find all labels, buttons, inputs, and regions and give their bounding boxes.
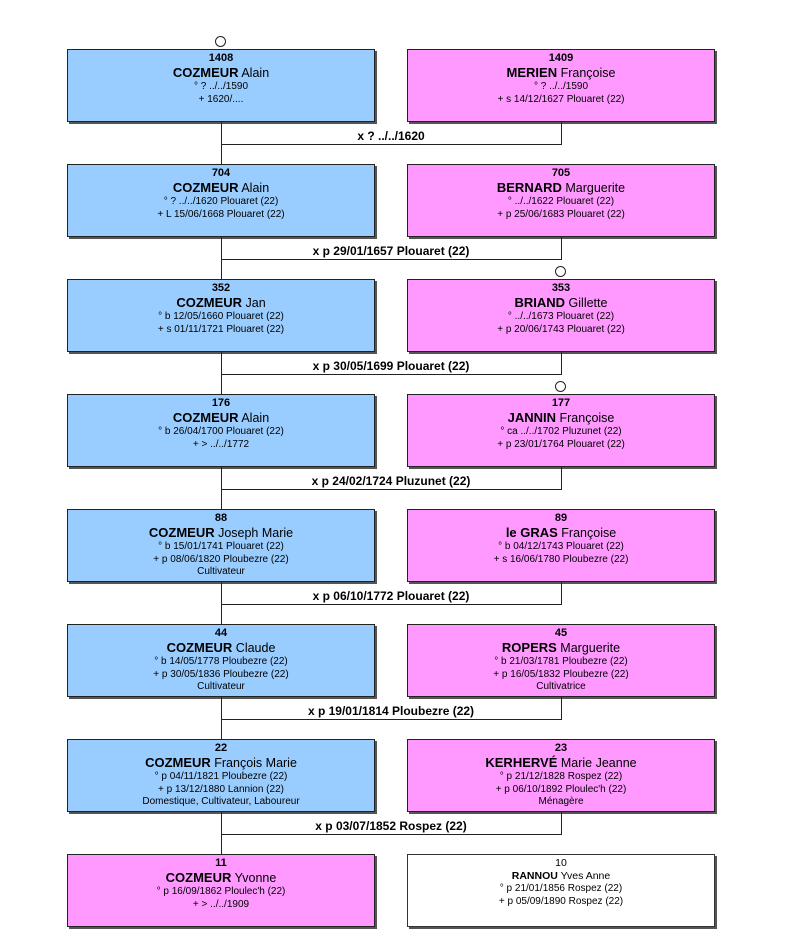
person-given-names: Marie Jeanne [557,756,637,770]
marriage-line [221,144,562,145]
person-given-names: François Marie [210,756,297,770]
person-detail-line: + p 25/06/1683 Plouaret (22) [497,208,625,220]
person-detail-line: + p 20/06/1743 Plouaret (22) [497,323,625,335]
sosa-number: 176 [211,397,231,409]
person-surname: BERNARD [496,180,562,195]
person-box-22[interactable] [67,739,375,812]
person-detail-line: + p 30/05/1836 Ploubezre (22) [153,668,289,680]
person-surname: RANNOU [511,870,558,882]
sosa-number: 44 [214,627,228,639]
person-name [408,180,714,196]
person-box-704[interactable] [67,164,375,237]
marriage-line [221,374,562,375]
person-detail-line: + > ../../1772 [192,438,250,450]
person-given-names: Françoise [556,411,615,425]
person-detail-line: + s 01/11/1721 Plouaret (22) [157,323,285,335]
person-detail-line: ° b 12/05/1660 Plouaret (22) [158,311,284,322]
marriage-label: x ? ../../1620 [357,129,425,143]
person-surname: COZMEUR [172,65,239,80]
marriage-label: x p 03/07/1852 Rospez (22) [315,819,467,833]
person-name [68,180,374,196]
person-name [68,295,374,311]
person-surname: COZMEUR [165,870,232,885]
marriage-label: x p 29/01/1657 Plouaret (22) [312,244,470,258]
sosa-number: 88 [214,512,228,524]
person-given-names: Françoise [557,66,616,80]
sosa-number: 10 [555,857,567,869]
person-given-names: Jan [242,296,266,310]
sosa-number: 177 [551,397,571,409]
connector-line [561,697,562,719]
person-detail-line: ° b 26/04/1700 Plouaret (22) [158,426,284,437]
person-detail-line: ° b 15/01/1741 Plouaret (22) [158,541,284,552]
sosa-number: 22 [214,742,228,754]
person-name [408,525,714,541]
person-box-45[interactable] [407,624,715,697]
person-detail-line: ° p 16/09/1862 Ploulec'h (22) [156,886,286,897]
person-detail-line: Cultivateur [197,681,245,692]
marriage-line [221,489,562,490]
sosa-number: 23 [554,742,568,754]
connector-line [561,582,562,604]
person-detail-line: ° b 14/05/1778 Ploubezre (22) [154,656,288,667]
person-detail-line: + > ../../1909 [192,898,250,910]
person-name [408,640,714,656]
connector-line [561,237,562,259]
person-detail-line: + p 05/09/1890 Rospez (22) [498,895,624,907]
person-given-names: Joseph Marie [214,526,294,540]
person-name [68,755,374,771]
person-name [408,295,714,311]
person-given-names: Alain [238,411,270,425]
marriage-line [221,604,562,605]
person-detail-line: + s 16/06/1780 Ploubezre (22) [493,553,629,565]
person-name [68,65,374,81]
person-name [408,65,714,81]
person-detail-line: ° ../../1622 Plouaret (22) [507,196,615,207]
person-detail-line: Cultivatrice [536,681,586,692]
marriage-label: x p 19/01/1814 Ploubezre (22) [307,704,475,718]
person-box-176[interactable] [67,394,375,467]
person-box-1409[interactable] [407,49,715,122]
implex-circle-icon [555,381,566,392]
person-box-89[interactable] [407,509,715,582]
person-detail-line: ° ? ../../1590 [193,81,249,92]
person-surname: ROPERS [501,640,557,655]
person-name [68,410,374,426]
connector-line [561,467,562,489]
person-detail-line: + s 14/12/1627 Plouaret (22) [497,93,625,105]
person-box-11[interactable] [67,854,375,927]
person-detail-line: ° p 21/12/1828 Rospez (22) [499,771,623,782]
person-name [68,640,374,656]
person-surname: COZMEUR [172,410,239,425]
sosa-number: 353 [551,282,571,294]
sosa-number: 89 [554,512,568,524]
person-detail-line: Cultivateur [197,566,245,577]
sosa-number: 704 [211,167,231,179]
person-name [68,525,374,541]
implex-circle-icon [555,266,566,277]
sosa-number: 352 [211,282,231,294]
person-given-names: Gillette [565,296,608,310]
person-surname: JANNIN [507,410,557,425]
person-detail-line: ° ? ../../1620 Plouaret (22) [163,196,279,207]
person-given-names: Alain [238,181,270,195]
person-surname: KERHERVÉ [485,755,558,770]
connector-line [561,812,562,834]
person-detail-line: + p 06/10/1892 Ploulec'h (22) [495,783,627,795]
person-box-1408[interactable] [67,49,375,122]
person-surname: COZMEUR [166,640,233,655]
marriage-line [221,834,562,835]
person-detail-line: + p 08/06/1820 Ploubezre (22) [153,553,289,565]
person-detail-line: ° p 04/11/1821 Ploubezre (22) [154,771,288,782]
person-detail-line: + p 23/01/1764 Plouaret (22) [497,438,625,450]
person-surname: le GRAS [505,525,558,540]
person-box-353[interactable] [407,279,715,352]
person-name [408,410,714,426]
person-surname: MERIEN [506,65,558,80]
connector-line [561,352,562,374]
person-detail-line: ° ? ../../1590 [533,81,589,92]
person-detail-line: + p 13/12/1880 Lannion (22) [158,783,284,795]
person-surname: BRIAND [514,295,566,310]
person-surname: COZMEUR [176,295,243,310]
person-box-23[interactable] [407,739,715,812]
person-detail-line: + L 15/06/1668 Plouaret (22) [157,208,285,220]
person-detail-line: ° b 21/03/1781 Ploubezre (22) [494,656,628,667]
marriage-label: x p 24/02/1724 Pluzunet (22) [311,474,471,488]
person-box-10[interactable] [407,854,715,927]
person-box-88[interactable] [67,509,375,582]
person-detail-line: Domestique, Cultivateur, Laboureur [142,796,300,807]
person-given-names: Marguerite [561,181,626,195]
person-box-177[interactable] [407,394,715,467]
sosa-number: 1409 [548,52,574,64]
person-given-names: Françoise [557,526,617,540]
implex-circle-icon [215,36,226,47]
sosa-number: 1408 [208,52,234,64]
person-name [408,755,714,771]
person-given-names: Yves Anne [557,870,611,882]
person-detail-line: ° ca ../../1702 Pluzunet (22) [500,426,622,437]
marriage-line [221,719,562,720]
person-surname: COZMEUR [145,755,211,770]
person-detail-line: ° b 04/12/1743 Plouaret (22) [498,541,624,552]
marriage-label: x p 30/05/1699 Plouaret (22) [312,359,470,373]
person-box-44[interactable] [67,624,375,697]
person-given-names: Alain [238,66,270,80]
person-given-names: Marguerite [556,641,621,655]
person-detail-line: ° ../../1673 Plouaret (22) [507,311,615,322]
person-name [408,870,714,883]
person-surname: COZMEUR [172,180,239,195]
sosa-number: 705 [551,167,571,179]
person-detail-line: + 1620/.... [198,93,244,105]
person-surname: COZMEUR [148,525,215,540]
person-name [68,870,374,886]
marriage-label: x p 06/10/1772 Plouaret (22) [312,589,470,603]
sosa-number: 45 [554,627,568,639]
sosa-number: 11 [215,857,227,869]
person-detail-line: Ménagère [538,796,584,807]
person-box-352[interactable] [67,279,375,352]
connector-line [561,122,562,144]
person-detail-line: ° p 21/01/1856 Rospez (22) [499,883,623,894]
person-detail-line: + p 16/05/1832 Ploubezre (22) [493,668,629,680]
person-box-705[interactable] [407,164,715,237]
marriage-line [221,259,562,260]
person-given-names: Yvonne [231,871,277,885]
person-given-names: Claude [232,641,276,655]
